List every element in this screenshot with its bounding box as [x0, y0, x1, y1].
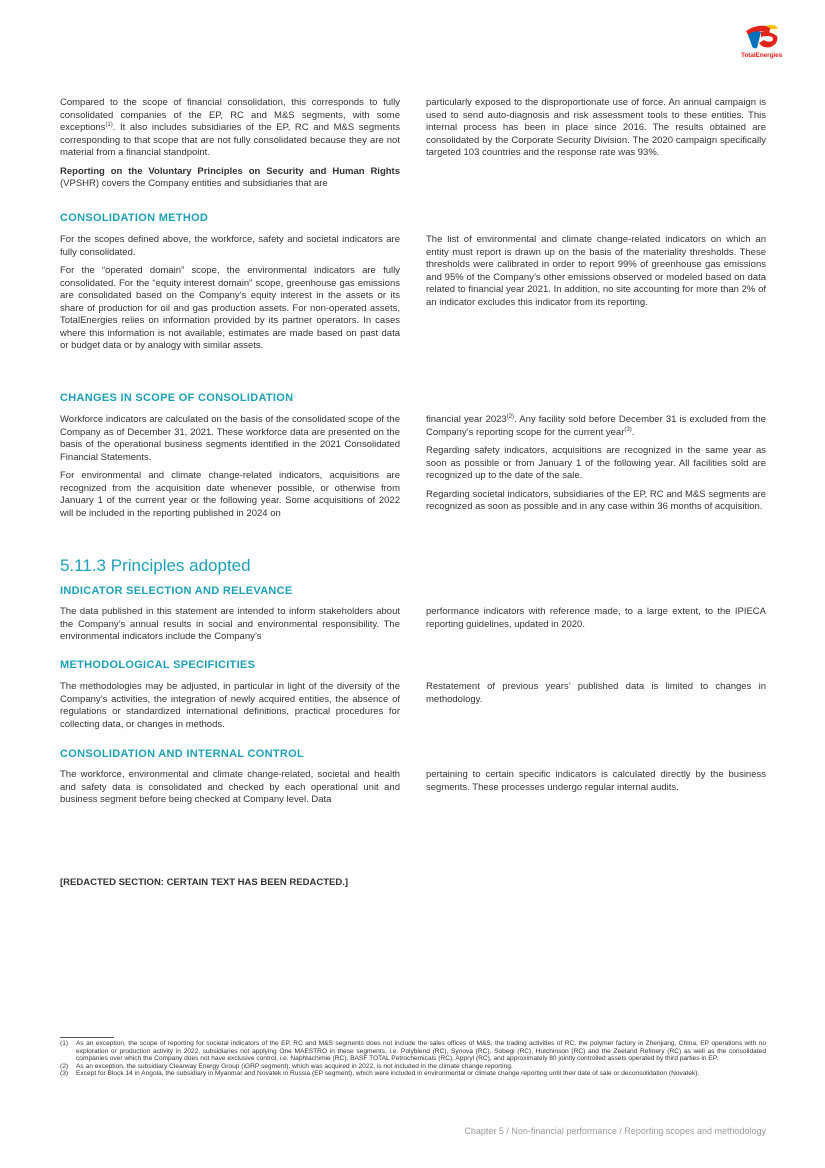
- intro-left-column: [60, 97, 400, 191]
- page-footer: Chapter 5 / Non-financial performance / Reporting scopes and methodology: [464, 1126, 766, 1136]
- paragraph: Workforce indicators are calculated on the basis of the consolidated scope of the Company as of December 31, 2021. These workforce data are presented on the basis of the operational business segments identified in the 2021 Consolidated Financial Statements.: [60, 414, 400, 463]
- section-heading-internal-control: CONSOLIDATION AND INTERNAL CONTROL: [60, 748, 305, 760]
- methodological-right: [426, 681, 766, 706]
- totalenergies-logo: [741, 22, 783, 62]
- text: .: [631, 426, 635, 438]
- footnote-ref: (3): [624, 426, 632, 433]
- footnote-text: Except for Block 14 in Angola, the subsidiary in Myanmar and Novatek in Russia (EP segment), which were included in environmental or climate change reporting until their date of sale or deconsolidation (Novatek).: [76, 1070, 700, 1078]
- methodological-left: [60, 681, 400, 731]
- paragraph: The workforce, environmental and climate change-related, societal and health and safety data is consolidated and checked by each operational unit and business segment before being checked at Company level. Data: [60, 769, 400, 805]
- consolidation-method-left: [60, 234, 400, 353]
- section-heading-indicator-selection: INDICATOR SELECTION AND RELEVANCE: [60, 585, 293, 597]
- section-heading-changes-in-scope: CHANGES IN SCOPE OF CONSOLIDATION: [60, 392, 294, 404]
- internal-control-left: [60, 769, 400, 807]
- intro-text: Compared to the scope of financial consolidation, this corresponds to fully consolidated companies of the EP, RC and M&S segments, with some exceptions: [60, 97, 400, 133]
- paragraph: Restatement of previous years’ published data is limited to changes in methodology.: [426, 681, 766, 705]
- paragraph: The methodologies may be adjusted, in particular in light of the diversity of the Company’s activities, the integration of newly acquired entities, the absence of regulations or standardized international definitions, practical procedures for collecting data, or changes in methods.: [60, 681, 400, 730]
- footnote: [60, 1070, 766, 1078]
- footnote-text: As an exception, the scope of reporting for societal indicators of the EP, RC and M&S segments does not include the sales offices of M&S, the trading activities of RC, the polymer factory in Zhenjiang, China, EP operations with no exploration or production activity in 2022, subsidiaries not applying One MAESTRO in these segments, i.e. Polyblend (RC), Synova (RC), Sobegi (RC), Hutchinson (RC) and the Zeeland Refinery (RC) as well as the consolidated companies over which the Company does not have exclusive control, i.e. Naphtachimie (RC), BASF TOTAL Petrochemicals (RC), Appryl (RC), and approximately 80 jointly controlled assets operated by third parties in EP.: [76, 1040, 766, 1063]
- text: financial year 2023: [426, 414, 507, 425]
- paragraph: Regarding safety indicators, acquisitions are recognized in the same year as soon as possible or from January 1 of the following year. All facilities sold are recognized up to the date of the sale.: [426, 445, 766, 481]
- brand-name: TotalEnergies: [741, 52, 783, 59]
- vpshr-paragraph: [60, 166, 400, 191]
- changes-in-scope-left: [60, 414, 400, 520]
- chapter-title: 5.11.3 Principles adopted: [60, 556, 251, 575]
- footnote-divider: [60, 1037, 114, 1038]
- indicator-selection-left: [60, 606, 400, 644]
- internal-control-right: [426, 769, 766, 794]
- footnote-ref: (2): [506, 413, 515, 420]
- vpshr-bold-text: Reporting on the Voluntary Principles on Security and Human Rights: [60, 165, 400, 177]
- paragraph: The data published in this statement are intended to inform stakeholders about the Company’s annual results in social and environmental responsibility. The environmental indicators include the Company’s: [60, 606, 400, 642]
- paragraph: The list of environmental and climate change-related indicators on which an entity must report is drawn up on the basis of the materiality thresholds. These thresholds were calibrated in order to report 99% of greenhouse gas emissions and 95% of the Company’s other emissions observed or modeled based on data related to financial year 2021. In addition, no site accounting for more than 2% of an indicator excludes this indicator from its reporting.: [426, 234, 766, 308]
- vpshr-text: (VPSHR) covers the Company entities and subsidiaries that are: [60, 178, 328, 189]
- footnote-number: (3): [60, 1070, 69, 1078]
- changes-in-scope-right: [426, 414, 766, 514]
- footnotes: [60, 1040, 766, 1078]
- intro-paragraph: [60, 97, 400, 160]
- paragraph: For environmental and climate change-related indicators, acquisitions are recognized from the acquisition date whenever possible, or otherwise from January 1 of the current year or the following year. Some acquisitions of 2022 will be included in the reporting published in 2024 on: [60, 470, 400, 519]
- footnote-number: (1): [60, 1040, 69, 1047]
- text: . Any facility sold before December 31 is excluded from the Company’s reporting scope for the current year: [426, 414, 767, 438]
- paragraph: pertaining to certain specific indicators is calculated directly by the business segments. These processes undergo regular internal audits.: [426, 769, 766, 793]
- consolidation-method-right: [426, 234, 766, 309]
- paragraph: [426, 414, 766, 439]
- paragraph: For the scopes defined above, the workforce, safety and societal indicators are fully consolidated.: [60, 234, 400, 258]
- footnote-ref: (1): [105, 121, 113, 128]
- footnote-text: As an exception, the subsidiary Clearway Energy Group (iGRP segment), which was acquired in 2022, is not included in the climate change reporting.: [76, 1062, 513, 1070]
- paragraph: Regarding societal indicators, subsidiaries of the EP, RC and M&S segments are recognized as soon as possible and in any case within 36 months of acquisition.: [426, 488, 766, 512]
- redacted-notice: [REDACTED SECTION: CERTAIN TEXT HAS BEEN REDACTED.]: [60, 877, 348, 888]
- footnote-number: (2): [60, 1062, 69, 1070]
- vpshr-continued-paragraph: particularly exposed to the disproportionate use of force. An annual campaign is used to send auto-diagnosis and risk assessment tools to these entities. This internal process has been in place since 2016. The results obtained are consolidated by the Corporate Security Division. The 2020 campaign specifically targeted 103 countries and the response rate was 93%.: [426, 97, 766, 158]
- totalenergies-logo-mark: [744, 22, 780, 50]
- footnote: [60, 1063, 766, 1071]
- intro-right-column: [426, 97, 766, 160]
- paragraph: performance indicators with reference made, to a large extent, to the IPIECA reporting guidelines, updated in 2020.: [426, 606, 766, 630]
- intro-text: . It also includes subsidiaries of the EP, RC and M&S segments corresponding to that scope that are not fully consolidated because they are not material from a financial standpoint.: [60, 122, 400, 158]
- footnote: [60, 1040, 766, 1063]
- paragraph: For the “operated domain” scope, the environmental indicators are fully consolidated. For the “equity interest domain” scope, greenhouse gas emissions are consolidated based on the Company’s equity interest in the assets or its share of production for oil and gas production assets. For non-operated assets, TotalEnergies relies on information provided by its partner operators. In cases where this information is not available, estimates are made based on past data or budget data or by analogy with similar assets.: [60, 265, 400, 351]
- indicator-selection-right: [426, 606, 766, 631]
- section-heading-methodological: METHODOLOGICAL SPECIFICITIES: [60, 659, 256, 671]
- section-heading-consolidation-method: CONSOLIDATION METHOD: [60, 212, 209, 224]
